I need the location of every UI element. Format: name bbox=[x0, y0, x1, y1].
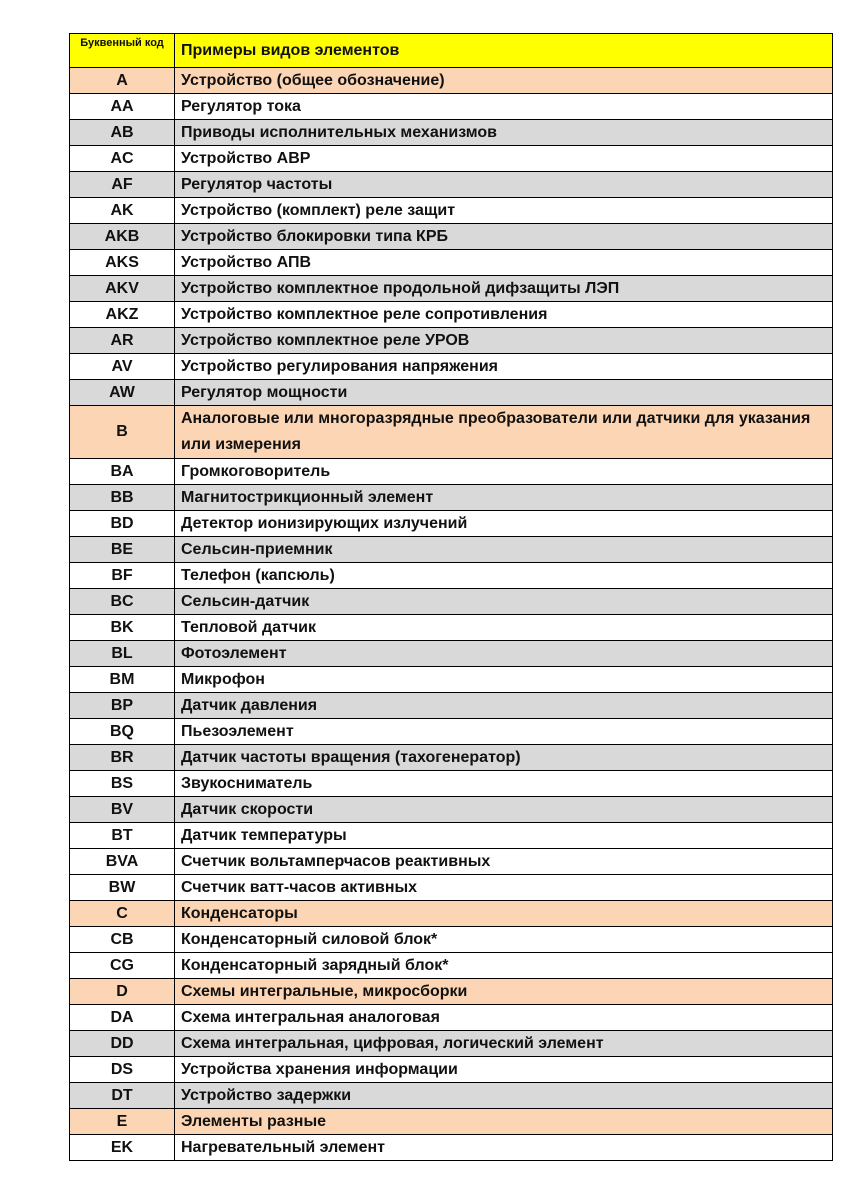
row-description: Схема интегральная, цифровая, логический элемент bbox=[175, 1031, 833, 1057]
row-description: Датчик частоты вращения (тахогенератор) bbox=[175, 745, 833, 771]
row-code: BK bbox=[70, 615, 175, 641]
header-code: Буквенный код bbox=[70, 34, 175, 68]
table-row bbox=[70, 823, 833, 849]
table-row bbox=[70, 485, 833, 511]
row-description: Регулятор частоты bbox=[175, 172, 833, 198]
header-description: Примеры видов элементов bbox=[175, 34, 833, 68]
row-code: BA bbox=[70, 459, 175, 485]
row-description: Детектор ионизирующих излучений bbox=[175, 511, 833, 537]
row-code: AKS bbox=[70, 250, 175, 276]
row-code: BV bbox=[70, 797, 175, 823]
table-row bbox=[70, 849, 833, 875]
row-description: Устройство блокировки типа КРБ bbox=[175, 224, 833, 250]
row-code: DA bbox=[70, 1005, 175, 1031]
row-description: Устройство комплектное реле УРОВ bbox=[175, 328, 833, 354]
row-code: E bbox=[70, 1109, 175, 1135]
row-code: AC bbox=[70, 146, 175, 172]
table-header-row bbox=[70, 34, 833, 68]
row-code: BM bbox=[70, 667, 175, 693]
table-row bbox=[70, 354, 833, 380]
row-description: Счетчик ватт-часов активных bbox=[175, 875, 833, 901]
row-description: Схема интегральная аналоговая bbox=[175, 1005, 833, 1031]
row-code: BF bbox=[70, 563, 175, 589]
row-description: Регулятор мощности bbox=[175, 380, 833, 406]
row-code: BL bbox=[70, 641, 175, 667]
row-description: Громкоговоритель bbox=[175, 459, 833, 485]
row-code: BB bbox=[70, 485, 175, 511]
table-row bbox=[70, 667, 833, 693]
table-row bbox=[70, 1135, 833, 1161]
table-row bbox=[70, 1109, 833, 1135]
row-description: Схемы интегральные, микросборки bbox=[175, 979, 833, 1005]
table-row bbox=[70, 172, 833, 198]
table-row bbox=[70, 250, 833, 276]
row-code: BE bbox=[70, 537, 175, 563]
row-description: Магнитострикционный элемент bbox=[175, 485, 833, 511]
table-row bbox=[70, 771, 833, 797]
table-row bbox=[70, 380, 833, 406]
table-row bbox=[70, 146, 833, 172]
table-row bbox=[70, 276, 833, 302]
row-code: EK bbox=[70, 1135, 175, 1161]
row-description: Устройство комплектное реле сопротивления bbox=[175, 302, 833, 328]
row-description: Конденсаторный силовой блок* bbox=[175, 927, 833, 953]
table-row bbox=[70, 1057, 833, 1083]
row-code: AR bbox=[70, 328, 175, 354]
row-description: Устройство АВР bbox=[175, 146, 833, 172]
row-code: BD bbox=[70, 511, 175, 537]
row-description: Устройство (общее обозначение) bbox=[175, 68, 833, 94]
table-row bbox=[70, 615, 833, 641]
row-description: Регулятор тока bbox=[175, 94, 833, 120]
row-code: DT bbox=[70, 1083, 175, 1109]
row-description: Элементы разные bbox=[175, 1109, 833, 1135]
row-code: AW bbox=[70, 380, 175, 406]
table-row bbox=[70, 406, 833, 459]
row-code: BVA bbox=[70, 849, 175, 875]
row-description: Нагревательный элемент bbox=[175, 1135, 833, 1161]
table-row bbox=[70, 901, 833, 927]
row-description: Телефон (капсюль) bbox=[175, 563, 833, 589]
row-description: Устройство задержки bbox=[175, 1083, 833, 1109]
row-description: Датчик скорости bbox=[175, 797, 833, 823]
row-description: Счетчик вольтамперчасов реактивных bbox=[175, 849, 833, 875]
row-description: Датчик давления bbox=[175, 693, 833, 719]
row-code: AKV bbox=[70, 276, 175, 302]
table-row bbox=[70, 537, 833, 563]
row-description: Датчик температуры bbox=[175, 823, 833, 849]
row-code: AKZ bbox=[70, 302, 175, 328]
row-code: DS bbox=[70, 1057, 175, 1083]
table-row bbox=[70, 1083, 833, 1109]
element-codes-sheet bbox=[69, 33, 832, 1161]
table-row bbox=[70, 745, 833, 771]
row-code: CG bbox=[70, 953, 175, 979]
table-body bbox=[70, 68, 833, 1161]
row-code: AK bbox=[70, 198, 175, 224]
table-row bbox=[70, 953, 833, 979]
table-row bbox=[70, 94, 833, 120]
row-code: AKB bbox=[70, 224, 175, 250]
table-row bbox=[70, 927, 833, 953]
row-description: Устройство АПВ bbox=[175, 250, 833, 276]
table-row bbox=[70, 68, 833, 94]
row-description: Конденсаторы bbox=[175, 901, 833, 927]
row-description: Сельсин-датчик bbox=[175, 589, 833, 615]
row-description: Тепловой датчик bbox=[175, 615, 833, 641]
table-row bbox=[70, 563, 833, 589]
row-description: Устройство регулирования напряжения bbox=[175, 354, 833, 380]
row-description: Сельсин-приемник bbox=[175, 537, 833, 563]
row-description: Устройство (комплект) реле защит bbox=[175, 198, 833, 224]
element-codes-table bbox=[69, 33, 833, 1161]
row-description: Фотоэлемент bbox=[175, 641, 833, 667]
row-code: BQ bbox=[70, 719, 175, 745]
row-description: Аналоговые или многоразрядные преобразователи или датчики для указания или измерения bbox=[175, 406, 833, 459]
table-row bbox=[70, 641, 833, 667]
row-code: B bbox=[70, 406, 175, 459]
row-code: C bbox=[70, 901, 175, 927]
table-row bbox=[70, 1031, 833, 1057]
row-description: Конденсаторный зарядный блок* bbox=[175, 953, 833, 979]
row-code: BR bbox=[70, 745, 175, 771]
table-row bbox=[70, 1005, 833, 1031]
table-row bbox=[70, 589, 833, 615]
table-row bbox=[70, 198, 833, 224]
row-description: Звукосниматель bbox=[175, 771, 833, 797]
row-description: Микрофон bbox=[175, 667, 833, 693]
table-row bbox=[70, 328, 833, 354]
row-code: DD bbox=[70, 1031, 175, 1057]
row-code: BC bbox=[70, 589, 175, 615]
table-row bbox=[70, 459, 833, 485]
row-code: AA bbox=[70, 94, 175, 120]
row-code: BP bbox=[70, 693, 175, 719]
row-code: CB bbox=[70, 927, 175, 953]
row-code: AB bbox=[70, 120, 175, 146]
table-row bbox=[70, 224, 833, 250]
row-description: Устройства хранения информации bbox=[175, 1057, 833, 1083]
row-code: AF bbox=[70, 172, 175, 198]
row-code: BW bbox=[70, 875, 175, 901]
row-description: Приводы исполнительных механизмов bbox=[175, 120, 833, 146]
row-code: BS bbox=[70, 771, 175, 797]
row-description: Пьезоэлемент bbox=[175, 719, 833, 745]
table-row bbox=[70, 719, 833, 745]
table-row bbox=[70, 120, 833, 146]
row-code: BT bbox=[70, 823, 175, 849]
row-code: D bbox=[70, 979, 175, 1005]
table-row bbox=[70, 511, 833, 537]
table-row bbox=[70, 302, 833, 328]
table-row bbox=[70, 979, 833, 1005]
table-row bbox=[70, 797, 833, 823]
table-row bbox=[70, 875, 833, 901]
row-description: Устройство комплектное продольной дифзащиты ЛЭП bbox=[175, 276, 833, 302]
table-row bbox=[70, 693, 833, 719]
row-code: AV bbox=[70, 354, 175, 380]
row-code: A bbox=[70, 68, 175, 94]
